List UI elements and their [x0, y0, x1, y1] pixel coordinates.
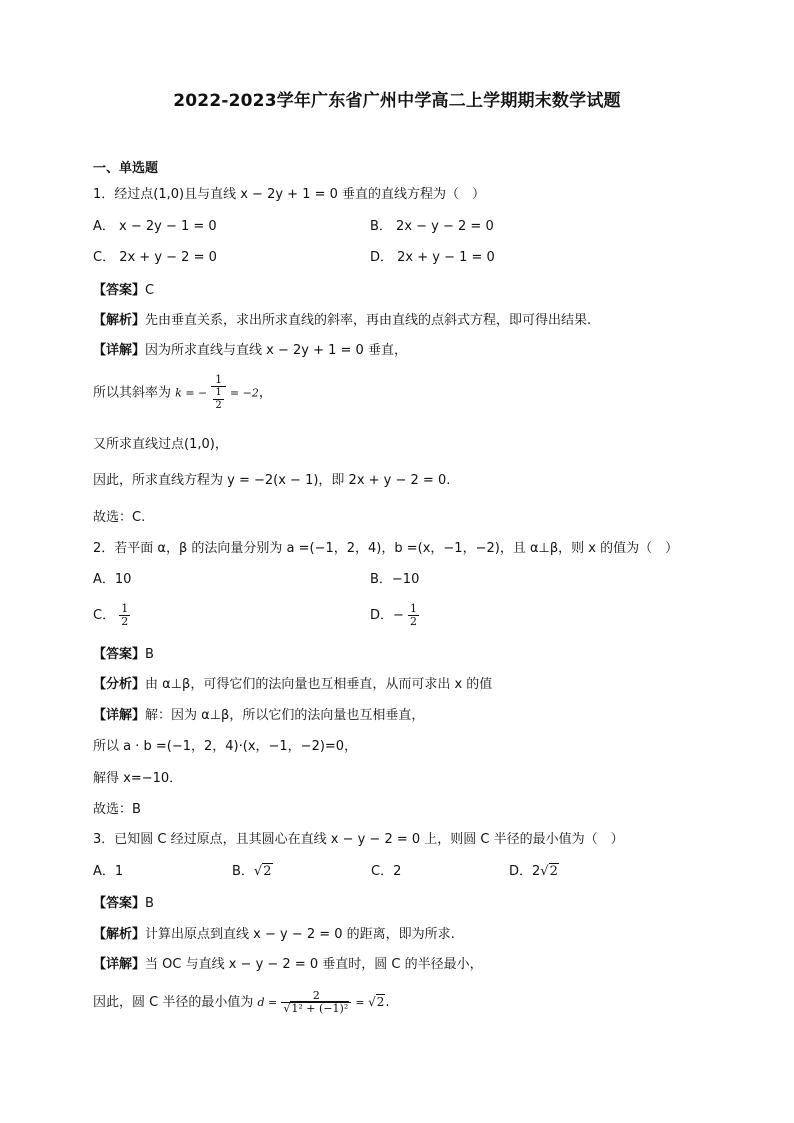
- q1-line3: 又所求直线过点(1,0)，: [93, 437, 228, 452]
- slope-rhs: = −2: [229, 386, 259, 400]
- q3-distance-line: [93, 990, 390, 1015]
- slope-inner-den: 2: [215, 400, 222, 411]
- analysis-tag: 【解析】: [93, 927, 146, 942]
- q1-option-d: D． 2x + y − 1 = 0: [370, 250, 495, 265]
- q2-option-c: [93, 603, 130, 628]
- q3-d-fraction: [281, 990, 351, 1015]
- q1-option-c: C． 2x + y − 2 = 0: [93, 250, 217, 265]
- detail-tag: 【详解】: [93, 708, 146, 723]
- q2-detail: [93, 707, 424, 725]
- q3-line-prefix: 因此，圆 C 半径的最小值为: [93, 995, 254, 1010]
- document-title: 2022-2023学年广东省广州中学高二上学期期末数学试题: [173, 91, 621, 111]
- analysis-text: 计算出原点到直线 x − y − 2 = 0 的距离，即为所求.: [145, 927, 455, 942]
- q1-detail: [93, 342, 407, 360]
- detail-tag: 【详解】: [93, 343, 146, 358]
- q1-analysis: [93, 312, 591, 330]
- slope-suffix: ，: [258, 385, 272, 401]
- q3-option-c: C．2: [371, 864, 402, 879]
- q1-slope-line: [93, 374, 272, 412]
- q3-analysis: [93, 926, 455, 944]
- detail-text: 当 OC 与直线 x − y − 2 = 0 垂直时，圆 C 的半径最小，: [145, 957, 483, 972]
- q2-option-a: A．10: [93, 572, 132, 587]
- answer-value: C: [145, 283, 155, 298]
- section-heading: 一、单选题: [93, 161, 159, 176]
- sqrt-icon: √2: [540, 864, 558, 879]
- q2-choose: 故选：B: [93, 802, 141, 817]
- q3-option-a: A．1: [93, 864, 124, 879]
- q2-option-d-fraction: [408, 603, 419, 628]
- answer-tag: 【答案】: [93, 283, 146, 298]
- q2-option-b: B．−10: [370, 572, 420, 587]
- detail-tag: 【详解】: [93, 957, 146, 972]
- slope-inner-num: 1: [215, 387, 222, 398]
- q1-line4: 因此，所求直线方程为 y = −2(x − 1)，即 2x + y − 2 = 0.: [93, 473, 451, 488]
- q1-choose: 故选：C.: [93, 510, 146, 525]
- sqrt-icon: √2: [368, 995, 385, 1009]
- q3-option-b-label: B．: [232, 864, 254, 879]
- q2-option-c-den: 2: [121, 615, 129, 628]
- q3-d-rhs: =: [355, 996, 369, 1009]
- detail-text: 因为所求直线与直线 x − 2y + 1 = 0 垂直，: [145, 343, 407, 358]
- q3-d-rhs-radicand: 2: [376, 995, 385, 1009]
- q1-option-a: A． x − 2y − 1 = 0: [93, 219, 217, 234]
- q3-d-den: [281, 1003, 351, 1015]
- slope-fraction: [211, 374, 225, 412]
- q3-d-den-radicand: 1² + (−1)²: [291, 1002, 349, 1015]
- answer-value: B: [145, 896, 154, 911]
- q3-d-end: .: [385, 995, 390, 1010]
- answer-tag: 【答案】: [93, 896, 146, 911]
- q3-stem: 3．已知圆 C 经过原点，且其圆心在直线 x − y − 2 = 0 上，则圆 C 半径的最小值为（ ）: [93, 832, 624, 847]
- slope-inner-fraction: [213, 387, 223, 412]
- detail-text: 解：因为 α⊥β，所以它们的法向量也互相垂直，: [145, 708, 425, 723]
- q2-option-c-fraction: [119, 603, 130, 628]
- q2-line2: 所以 a · b =(−1，2，4)·(x，−1，−2)=0，: [93, 739, 358, 754]
- slope-denominator: [211, 387, 225, 412]
- sqrt-icon: √2: [253, 864, 272, 879]
- analysis-text: 先由垂直关系，求出所求直线的斜率，再由直线的点斜式方程，即可得出结果.: [145, 313, 592, 328]
- answer-value: B: [145, 647, 154, 662]
- slope-numerator: 1: [211, 374, 225, 387]
- q3-detail: [93, 956, 483, 974]
- q3-d-num: 2: [281, 990, 351, 1003]
- slope-prefix: 所以其斜率为: [93, 385, 172, 401]
- q3-d-lhs: d =: [257, 996, 278, 1009]
- q3-option-d-radicand: 2: [549, 864, 558, 879]
- q1-stem: 1．经过点(1,0)且与直线 x − 2y + 1 = 0 垂直的直线方程为（ ）: [93, 187, 486, 202]
- q2-option-d-label: D．−: [370, 608, 404, 623]
- q2-stem: 2．若平面 α，β 的法向量分别为 a =(−1，2，4)，b =(x，−1，−2)，且 α⊥β，则 x 的值为（ ）: [93, 541, 679, 556]
- analysis-tag: 【分析】: [93, 677, 146, 692]
- q3-option-d-label: D．2: [509, 864, 541, 879]
- q2-answer: [93, 646, 154, 664]
- q1-option-b: B． 2x − y − 2 = 0: [370, 219, 494, 234]
- q2-line3: 解得 x=−10．: [93, 771, 183, 786]
- q2-option-d-num: 1: [410, 602, 418, 615]
- q2-option-d-den: 2: [410, 615, 418, 628]
- q2-option-d: [370, 603, 419, 628]
- q3-option-b-radicand: 2: [263, 864, 272, 879]
- q2-analysis: [93, 676, 492, 694]
- analysis-text: 由 α⊥β，可得它们的法向量也互相垂直，从而可求出 x 的值: [145, 677, 493, 692]
- analysis-tag: 【解析】: [93, 313, 146, 328]
- q3-option-b: [232, 863, 273, 881]
- q1-answer: [93, 282, 154, 300]
- slope-lhs: k = −: [175, 386, 208, 400]
- q3-answer: [93, 895, 154, 913]
- answer-tag: 【答案】: [93, 647, 146, 662]
- q2-option-c-label: C．: [93, 608, 116, 623]
- q3-option-d: [509, 863, 559, 881]
- q2-option-c-num: 1: [121, 602, 129, 615]
- sqrt-icon: √1² + (−1)²: [283, 1002, 349, 1015]
